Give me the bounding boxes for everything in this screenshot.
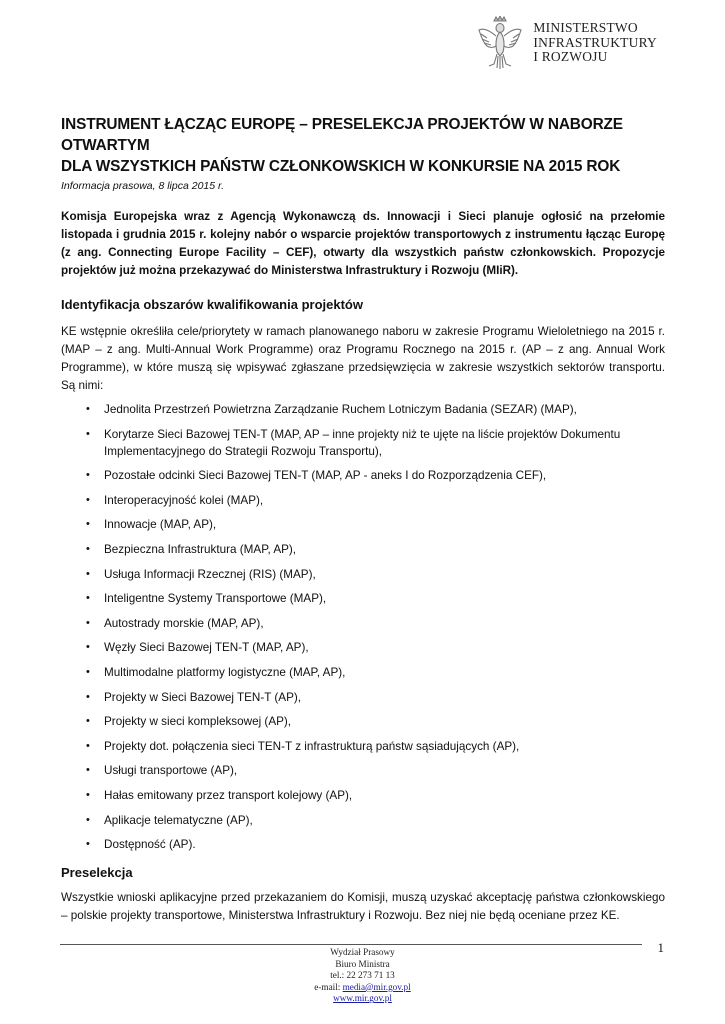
page-number: 1 (657, 940, 664, 955)
footer-website-line (0, 993, 725, 1005)
bullet-icon: • (86, 641, 90, 654)
ministry-name-line: INFRASTRUKTURY (533, 34, 657, 50)
priority-text: Usługi transportowe (AP), (104, 764, 238, 778)
priority-text: Bezpieczna Infrastruktura (MAP, AP), (104, 542, 297, 556)
title-line: DLA WSZYSTKICH PAŃSTW CZŁONKOWSKICH W KONKURSIE NA 2015 ROK (61, 158, 621, 175)
priority-text: Węzły Sieci Bazowej TEN-T (MAP, AP), (104, 641, 309, 655)
priority-list-item (61, 492, 665, 509)
priority-text: Innowacje (MAP, AP), (104, 518, 217, 532)
priority-text: Dostępność (AP). (104, 838, 196, 852)
priority-text: Autostrady morskie (MAP, AP), (104, 616, 264, 630)
priority-list-item (61, 615, 665, 632)
priority-list-item (61, 401, 665, 418)
bullet-icon: • (86, 518, 90, 531)
priority-list-item (61, 467, 665, 484)
bullet-icon: • (86, 813, 90, 826)
priority-text: Aplikacje telematyczne (AP), (104, 813, 253, 827)
ministry-name (533, 21, 657, 65)
footer-phone: tel.: 22 273 71 13 (330, 970, 395, 981)
footer-email-label: e-mail: (314, 981, 343, 992)
ministry-name-line: I ROZWOJU (533, 49, 608, 65)
priority-list-item (61, 738, 665, 755)
priority-list-item (61, 689, 665, 706)
eligibility-intro: KE wstępnie określiła cele/priorytety w ramach planowanego naboru w zakresie Programu Wieloletniego na 2015 r. (MAP – z ang. Multi-Annual Work Programme) oraz Programu Rocznego na 2015 r. (AP – z ang. Annual Work Programme), w które muszą się wpisywać zgłaszane przedsięwzięcia w zakresie wszystkich sektorów transportu. Są nimi: (61, 325, 665, 392)
priority-list-item (61, 426, 665, 460)
footer-department: Wydział Prasowy (330, 947, 395, 957)
bullet-icon: • (86, 665, 90, 678)
bullet-icon: • (86, 838, 90, 851)
bullet-icon: • (86, 788, 90, 801)
bullet-icon: • (86, 567, 90, 580)
priority-text: Korytarze Sieci Bazowej TEN-T (MAP, AP – inne projekty niż te ujęte na liście projektów Dokumentu Implementacyjnego do Strategii Rozwoju Transportu), (104, 427, 621, 458)
title-line: INSTRUMENT ŁĄCZĄC EUROPĘ – PRESELEKCJA PROJEKTÓW W NABORZE OTWARTYM (61, 116, 623, 154)
bullet-icon: • (86, 616, 90, 629)
bullet-icon: • (86, 592, 90, 605)
bullet-icon: • (86, 427, 90, 440)
priority-list-item (61, 566, 665, 583)
document-title (61, 114, 665, 177)
section-heading-preselection: Preselekcja (61, 865, 133, 881)
bullet-icon: • (86, 715, 90, 728)
polish-eagle-emblem-icon (477, 16, 523, 70)
section-heading-eligibility: Identyfikacja obszarów kwalifikowania projektów (61, 297, 363, 312)
priority-list-item (61, 836, 665, 853)
letterhead (477, 16, 657, 70)
priority-list-item (61, 541, 665, 558)
email-link[interactable]: media@mir.gov.pl (342, 981, 411, 992)
priority-text: Interoperacyjność kolei (MAP), (104, 493, 264, 507)
priority-list-item (61, 590, 665, 607)
priority-text: Projekty w sieci kompleksowej (AP), (104, 715, 292, 729)
bullet-icon: • (86, 542, 90, 555)
priority-list-item (61, 664, 665, 681)
priority-text: Multimodalne platformy logistyczne (MAP, AP), (104, 665, 346, 679)
press-release-date: Informacja prasowa, 8 lipca 2015 r. (61, 180, 225, 192)
priority-list (61, 401, 665, 853)
footer-office: Biuro Ministra (335, 958, 390, 969)
footer-email-line (0, 982, 725, 994)
bullet-icon: • (86, 690, 90, 703)
priority-list-item (61, 762, 665, 779)
footer-divider (60, 944, 642, 945)
footer-contact (0, 947, 725, 1005)
priority-text: Inteligentne Systemy Transportowe (MAP), (104, 592, 327, 606)
priority-list-item (61, 516, 665, 533)
document-body (61, 114, 665, 925)
priority-list-item (61, 812, 665, 829)
bullet-icon: • (86, 469, 90, 482)
priority-text: Hałas emitowany przez transport kolejowy (AP), (104, 788, 353, 802)
priority-text: Pozostałe odcinki Sieci Bazowej TEN-T (MAP, AP - aneks I do Rozporządzenia CEF), (104, 469, 547, 483)
lead-paragraph: Komisja Europejska wraz z Agencją Wykonawczą ds. Innowacji i Sieci planuje ogłosić na przełomie listopada i grudnia 2015 r. kolejny nabór o wsparcie projektów transportowych z instrumentu łącząc Europę (z ang. Connecting Europe Facility – CEF), otwarty dla wszystkich państw członkowskich. Propozycje projektów już można przekazywać do Ministerstwa Infrastruktury i Rozwoju (MIiR). (61, 210, 665, 277)
priority-text: Projekty dot. połączenia sieci TEN-T z infrastrukturą państw sąsiadujących (AP), (104, 739, 520, 753)
priority-list-item (61, 639, 665, 656)
bullet-icon: • (86, 403, 90, 415)
priority-text: Jednolita Przestrzeń Powietrzna Zarządzanie Ruchem Lotniczym Badania (SEZAR) (MAP), (104, 403, 577, 416)
priority-text: Usługa Informacji Rzecznej (RIS) (MAP), (104, 567, 316, 581)
bullet-icon: • (86, 493, 90, 506)
priority-text: Projekty w Sieci Bazowej TEN-T (AP), (104, 690, 302, 704)
priority-list-item (61, 787, 665, 804)
website-link[interactable]: www.mir.gov.pl (333, 993, 392, 1004)
priority-list-item (61, 713, 665, 730)
ministry-name-line: MINISTERSTWO (533, 20, 638, 36)
bullet-icon: • (86, 739, 90, 752)
bullet-icon: • (86, 764, 90, 777)
preselection-paragraph: Wszystkie wnioski aplikacyjne przed przekazaniem do Komisji, muszą uzyskać akceptację państwa członkowskiego – polskie projekty transportowe, Ministerstwa Infrastruktury i Rozwoju. Bez niej nie będą oceniane przez KE. (61, 891, 665, 923)
